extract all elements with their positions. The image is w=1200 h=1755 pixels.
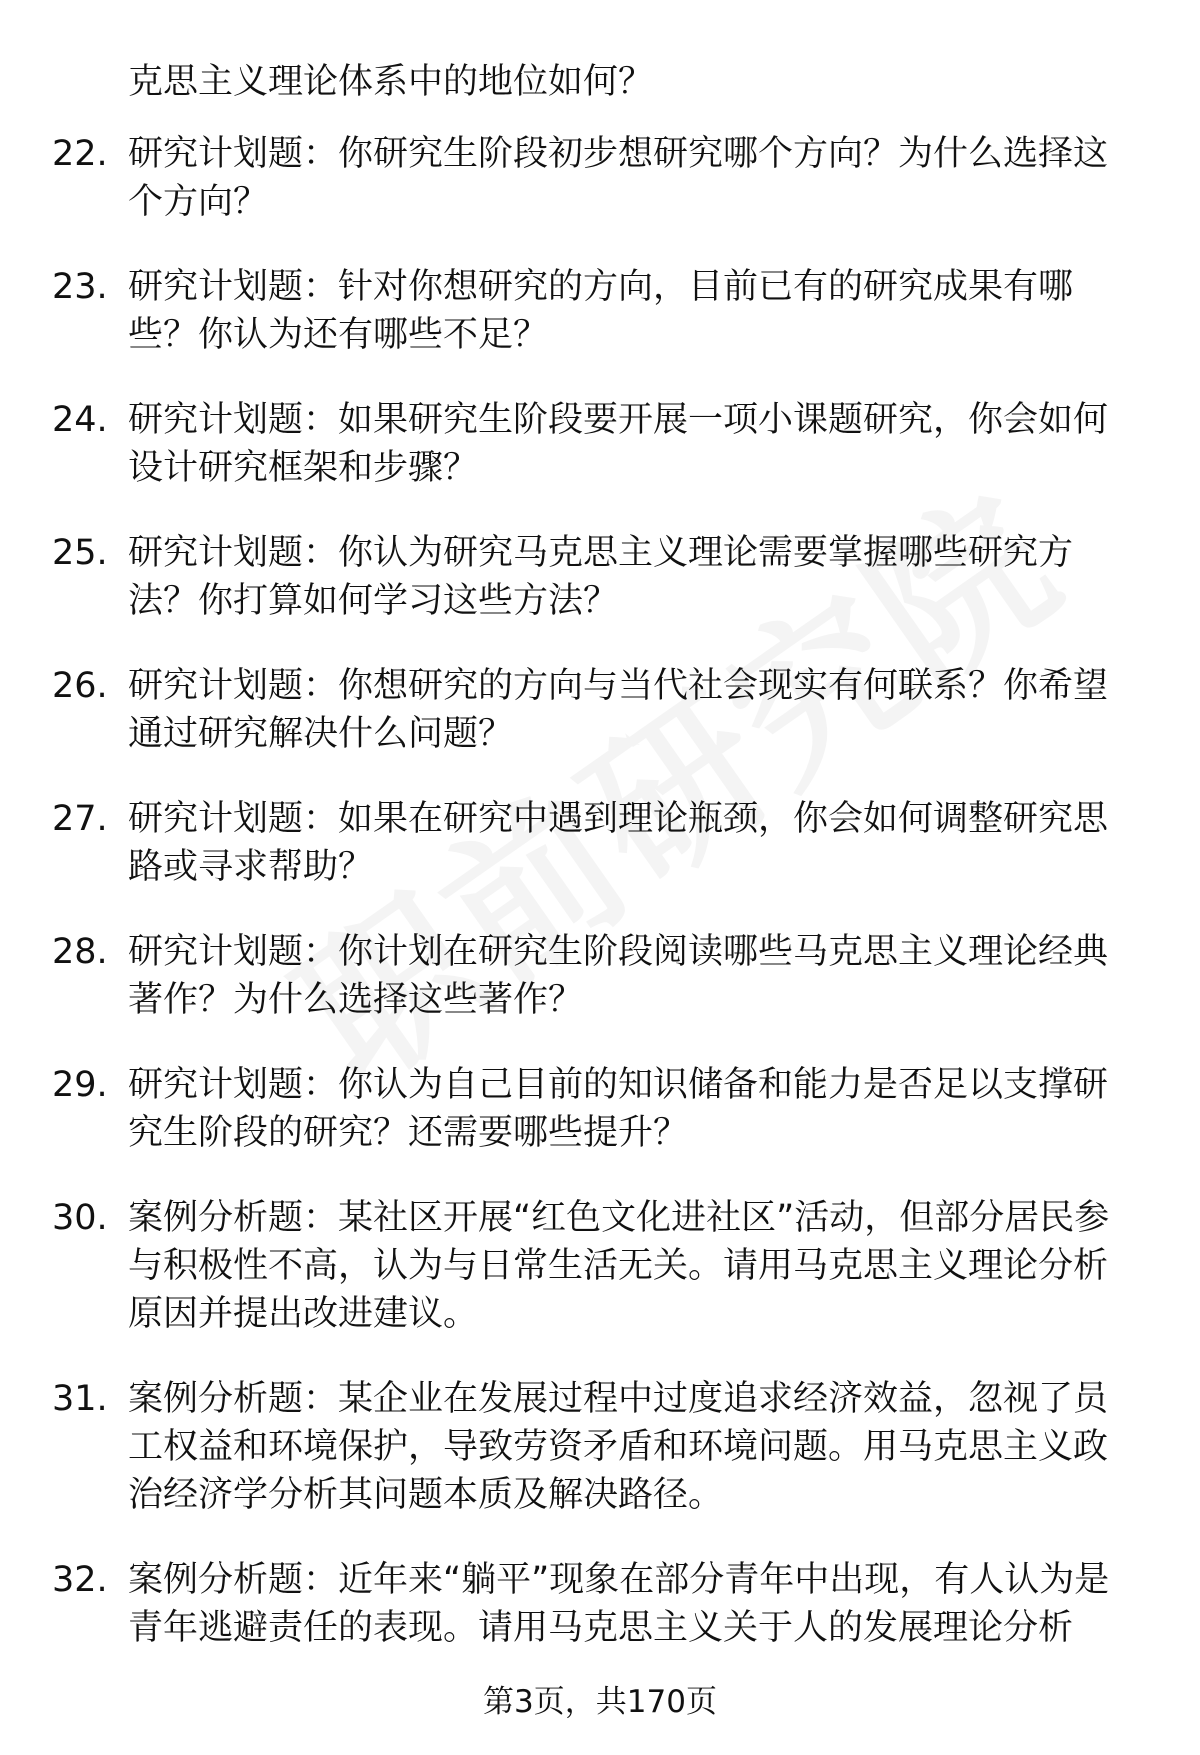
item-number: 32. — [52, 1560, 108, 1600]
item-text: 研究计划题：你计划在研究生阶段阅读哪些马克思主义理论经典著作？为什么选择这些著作？ — [128, 932, 1109, 1020]
item-number: 28. — [52, 932, 108, 972]
item-number: 24. — [52, 400, 108, 440]
item-number: 29. — [52, 1065, 108, 1105]
item-number: 27. — [52, 799, 108, 839]
item-number: 30. — [52, 1198, 108, 1238]
item-number: 31. — [52, 1379, 108, 1419]
item-number: 26. — [52, 666, 108, 706]
item-number: 25. — [52, 533, 108, 573]
item-text: 案例分析题：某企业在发展过程中过度追求经济效益，忽视了员工权益和环境保护，导致劳资矛盾和环境问题。用马克思主义政治经济学分析其问题本质及解决路径。 — [128, 1379, 1109, 1515]
item-number: 23. — [52, 267, 108, 307]
item-number: 22. — [52, 134, 108, 174]
item-text: 研究计划题：你认为研究马克思主义理论需要掌握哪些研究方法？你打算如何学习这些方法？ — [128, 533, 1074, 621]
item-text: 研究计划题：你研究生阶段初步想研究哪个方向？为什么选择这个方向？ — [128, 134, 1109, 222]
item-text: 研究计划题：你认为自己目前的知识储备和能力是否足以支撑研究生阶段的研究？还需要哪些提升？ — [128, 1065, 1109, 1153]
item-text: 研究计划题：你想研究的方向与当代社会现实有何联系？你希望通过研究解决什么问题？ — [128, 666, 1109, 754]
item-text: 案例分析题：近年来“躺平”现象在部分青年中出现，有人认为是青年逃避责任的表现。请用马克思主义关于人的发展理论分析 — [128, 1560, 1110, 1648]
item-text: 研究计划题：如果研究生阶段要开展一项小课题研究，你会如何设计研究框架和步骤？ — [128, 400, 1109, 488]
page-footer: 第3页，共170页 — [483, 1684, 717, 1720]
item-text: 研究计划题：针对你想研究的方向，目前已有的研究成果有哪些？你认为还有哪些不足？ — [128, 267, 1074, 355]
continuation-line: 克思主义理论体系中的地位如何？ — [128, 62, 654, 102]
item-text: 案例分析题：某社区开展“红色文化进社区”活动，但部分居民参与积极性不高，认为与日常生活无关。请用马克思主义理论分析原因并提出改进建议。 — [128, 1198, 1110, 1334]
item-text: 研究计划题：如果在研究中遇到理论瓶颈，你会如何调整研究思路或寻求帮助？ — [128, 799, 1109, 887]
